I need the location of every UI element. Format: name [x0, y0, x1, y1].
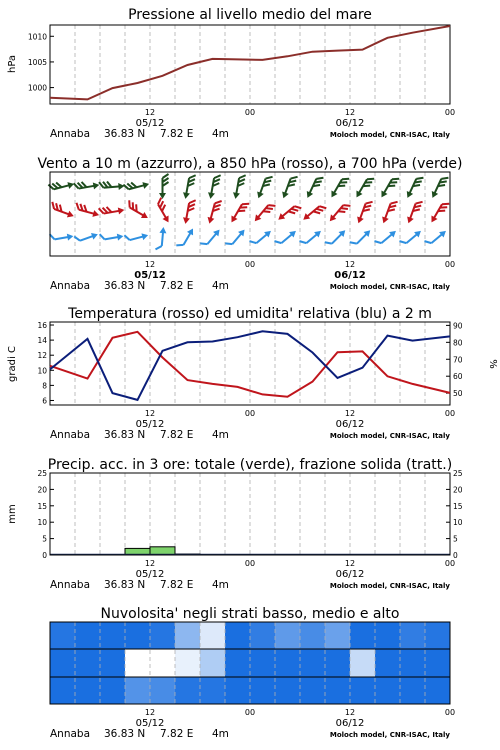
wind-panel	[37, 156, 462, 292]
wind-barb-feather	[274, 239, 281, 246]
cloud-cell	[100, 622, 126, 649]
wind-barb-feather	[416, 200, 423, 206]
wind-barb-feather	[242, 201, 249, 207]
wind-barb	[355, 199, 372, 226]
y2-tick-label: 10	[453, 518, 463, 528]
cloud-cell	[425, 649, 451, 677]
wind-barb	[176, 225, 196, 250]
wind-barb	[378, 174, 399, 200]
wind-barb-head	[328, 190, 337, 199]
temperature-title: Temperatura (rosso) ed umidita' relativa (blu) a 2 m	[68, 306, 432, 322]
wind-barb-feather	[75, 203, 80, 210]
station-name: Annaba	[50, 579, 91, 591]
cloud-cell	[250, 622, 276, 649]
y2-tick-label: 70	[453, 355, 463, 365]
cloud-panel	[50, 606, 455, 740]
station-name: Annaba	[50, 728, 91, 740]
y-tick-label: 1005	[27, 57, 47, 67]
y-tick-label: 25	[37, 469, 47, 478]
x-tick-label: 12	[344, 559, 356, 568]
wind-barb-feather	[316, 175, 323, 181]
wind-barb-head	[91, 231, 99, 240]
wind-barb-feather	[50, 202, 56, 209]
station-elevation: 4m	[212, 728, 229, 740]
model-credit: Moloch model, CNR-ISAC, Italy	[329, 731, 450, 739]
y2-tick-label: 60	[453, 372, 463, 382]
x-date-label: 06/12	[335, 569, 365, 580]
x-tick-label: 12	[144, 708, 156, 717]
y-tick-label: 16	[37, 321, 47, 331]
wind-barb	[429, 174, 448, 201]
cloud-cell	[250, 649, 276, 677]
wind-barb	[74, 179, 100, 193]
model-credit: Moloch model, CNR-ISAC, Italy	[329, 432, 450, 440]
wind-barb-feather	[416, 175, 423, 181]
cloud-cell	[50, 622, 76, 649]
wind-barb-feather	[392, 176, 399, 182]
wind-barb	[124, 229, 149, 244]
wind-barb-feather	[215, 199, 222, 204]
cloud-cell	[325, 622, 351, 649]
wind-barb	[350, 226, 373, 249]
wind-barb-feather	[239, 174, 246, 179]
wind-barb	[124, 200, 150, 221]
wind-barb	[99, 204, 125, 218]
x-tick-label: 00	[444, 108, 456, 117]
station-elevation: 4m	[212, 579, 229, 591]
x-date-label: 05/12	[135, 718, 165, 729]
station-name: Annaba	[50, 128, 91, 140]
wind-barb-head	[207, 192, 215, 199]
wind-barb-head	[404, 191, 413, 199]
wind-barb	[353, 174, 374, 200]
pressure-panel	[7, 7, 455, 140]
wind-barb	[182, 199, 196, 225]
y-tick-label: 20	[37, 485, 47, 495]
wind-barb-feather	[249, 239, 256, 246]
x-tick-label: 12	[144, 108, 156, 117]
wind-barb-feather	[424, 239, 431, 246]
cloud-cell	[400, 677, 426, 704]
x-date-label: 05/12	[135, 569, 165, 580]
wind-barb	[399, 226, 423, 248]
model-credit: Moloch model, CNR-ISAC, Italy	[329, 283, 450, 291]
cloud-cell	[325, 649, 351, 677]
y2-tick-label: 50	[453, 389, 463, 399]
x-tick-label: 00	[244, 260, 256, 269]
wind-barb-head	[141, 212, 150, 221]
station-longitude: 7.82 E	[160, 579, 194, 591]
wind-barb-feather	[176, 242, 183, 248]
wind-barb-head	[118, 206, 125, 214]
wind-barb-head	[304, 191, 313, 199]
cloud-cell	[50, 649, 76, 677]
wind-barb-feather	[189, 199, 196, 204]
cloud-cell	[275, 649, 301, 677]
x-tick-label: 12	[144, 559, 156, 568]
wind-barb	[159, 174, 169, 199]
station-latitude: 36.83 N	[104, 429, 146, 441]
wind-barb	[299, 226, 323, 248]
station-elevation: 4m	[212, 429, 229, 441]
wind-barb	[404, 174, 423, 201]
y2-tick-label: 80	[453, 338, 463, 348]
station-elevation: 4m	[212, 280, 229, 292]
wind-barb-feather	[374, 239, 381, 246]
station-latitude: 36.83 N	[104, 579, 146, 591]
station-name: Annaba	[50, 280, 91, 292]
cloud-cell	[225, 622, 251, 649]
wind-barb-head	[255, 191, 264, 199]
cloud-cell	[375, 649, 401, 677]
model-credit: Moloch model, CNR-ISAC, Italy	[329, 582, 450, 590]
x-tick-label: 12	[344, 708, 356, 717]
x-date-label: 06/12	[335, 718, 365, 729]
cloud-cell	[300, 622, 326, 649]
wind-barb-feather	[325, 239, 332, 246]
wind-barb-feather	[342, 176, 349, 182]
wind-barb	[274, 226, 298, 248]
wind-barb-head	[117, 233, 124, 241]
wind-barb-feather	[266, 175, 273, 181]
x-tick-label: 00	[444, 260, 456, 269]
precip-title: Precip. acc. in 3 ore: totale (verde), frazione solida (tratt.)	[47, 457, 453, 473]
pressure-title: Pressione al livello medio del mare	[128, 7, 372, 23]
wind-barb-feather	[366, 200, 373, 206]
wind-barb-head	[142, 181, 150, 189]
cloud-cell	[350, 649, 376, 677]
wind-barb	[405, 199, 422, 226]
station-latitude: 36.83 N	[104, 728, 146, 740]
y-tick-label: 12	[37, 351, 47, 361]
x-tick-label: 00	[244, 708, 256, 717]
cloud-cell	[100, 677, 126, 704]
cloud-cell	[375, 677, 401, 704]
wind-barb	[155, 227, 166, 251]
precip-frame	[50, 473, 450, 555]
y-tick-label: 10	[37, 518, 47, 528]
wind-barb	[255, 174, 272, 201]
station-latitude: 36.83 N	[104, 128, 146, 140]
wind-barb	[206, 199, 222, 226]
station-elevation: 4m	[212, 128, 229, 140]
humidity-ylabel: %	[487, 359, 498, 369]
wind-barb	[99, 180, 125, 192]
wind-barb-head	[162, 215, 171, 224]
wind-barb-head	[428, 215, 437, 224]
station-name: Annaba	[50, 429, 91, 441]
cloud-cell	[400, 622, 426, 649]
wind-barb-head	[378, 190, 387, 199]
cloud-cell	[225, 677, 251, 704]
cloud-cell	[175, 677, 201, 704]
cloud-cell	[100, 649, 126, 677]
x-tick-label: 00	[244, 108, 256, 117]
wind-barb-feather	[291, 175, 298, 181]
wind-barb-head	[182, 192, 190, 199]
x-tick-label: 00	[444, 409, 456, 418]
wind-title: Vento a 10 m (azzurro), a 850 hPa (rosso), a 700 hPa (verde)	[37, 156, 463, 172]
wind-barb	[249, 226, 273, 248]
cloud-cell	[225, 649, 251, 677]
cloud-cell	[150, 649, 176, 677]
wind-barb	[74, 203, 101, 219]
wind-barb-feather	[367, 176, 374, 182]
y-tick-label: 8	[42, 381, 47, 391]
wind-barb-head	[206, 217, 214, 225]
pressure-ylabel: hPa	[7, 54, 18, 74]
wind-barb	[123, 178, 150, 194]
cloud-cell	[175, 649, 201, 677]
wind-barb-feather	[126, 200, 132, 207]
cloud-cell	[425, 677, 451, 704]
wind-barb	[49, 202, 76, 219]
wind-barb	[325, 226, 348, 249]
wind-barb-head	[92, 210, 100, 218]
x-date-label: 05/12	[134, 270, 166, 281]
wind-barb	[225, 226, 247, 250]
wind-barb	[327, 200, 350, 225]
y2-tick-label: 25	[453, 469, 463, 478]
cloud-cell	[300, 677, 326, 704]
wind-barb	[374, 226, 398, 248]
cloud-cell	[300, 649, 326, 677]
y-tick-label: 0	[42, 551, 47, 560]
cloud-cell	[200, 622, 226, 649]
wind-barb-feather	[391, 200, 398, 206]
wind-barb-feather	[155, 245, 161, 250]
y-tick-label: 14	[37, 336, 47, 346]
wind-barb	[301, 201, 326, 224]
wind-barb-head	[353, 190, 362, 199]
station-latitude: 36.83 N	[104, 280, 146, 292]
y-tick-label: 5	[42, 534, 47, 544]
wind-barb	[380, 199, 397, 226]
wind-barb	[424, 226, 448, 248]
wind-barb-head	[67, 211, 75, 220]
wind-barb-head	[429, 191, 438, 199]
wind-barb	[280, 174, 297, 201]
cloud-cell	[50, 677, 76, 704]
x-date-label: 06/12	[334, 270, 366, 281]
cloud-cell	[75, 677, 101, 704]
x-tick-label: 12	[344, 108, 356, 117]
wind-barb	[74, 229, 99, 246]
x-date-label: 05/12	[135, 419, 165, 430]
cloud-cell	[375, 622, 401, 649]
cloud-cell	[275, 622, 301, 649]
y2-tick-label: 5	[453, 534, 458, 544]
x-tick-label: 00	[244, 409, 256, 418]
wind-barb-head	[67, 233, 74, 241]
x-tick-label: 12	[344, 260, 356, 269]
wind-barb	[228, 199, 249, 225]
wind-barb-head	[405, 216, 414, 224]
wind-barb-head	[182, 217, 190, 224]
y-tick-label: 1010	[27, 32, 47, 42]
x-tick-label: 00	[444, 559, 456, 568]
station-longitude: 7.82 E	[160, 128, 194, 140]
wind-barb-head	[355, 216, 364, 224]
y2-tick-label: 15	[453, 501, 463, 511]
y2-tick-label: 0	[453, 551, 458, 560]
cloud-cell	[275, 677, 301, 704]
cloud-cell	[75, 622, 101, 649]
x-tick-label: 12	[144, 260, 156, 269]
wind-barb	[328, 174, 349, 200]
wind-barb	[428, 199, 449, 225]
wind-barb-head	[380, 216, 389, 224]
x-tick-label: 12	[344, 409, 356, 418]
temperature-ylabel: gradi C	[7, 346, 18, 382]
wind-barb-head	[187, 227, 196, 236]
cloud-cell	[125, 649, 151, 677]
cloud-cell	[250, 677, 276, 704]
station-longitude: 7.82 E	[160, 429, 194, 441]
wind-barb-feather	[225, 240, 232, 247]
wind-barb	[252, 200, 275, 225]
x-tick-label: 00	[444, 708, 456, 717]
x-date-label: 05/12	[135, 118, 165, 129]
y-tick-label: 6	[42, 396, 47, 406]
cloud-cell	[175, 622, 201, 649]
cloud-cell	[150, 677, 176, 704]
wind-barb	[182, 174, 196, 200]
wind-barb	[48, 178, 75, 194]
precip-ylabel: mm	[7, 504, 18, 524]
wind-barb-head	[228, 215, 237, 224]
wind-barb	[153, 198, 174, 224]
cloud-cell	[125, 677, 151, 704]
wind-barb	[276, 201, 301, 224]
wind-barb	[50, 230, 74, 243]
wind-barb	[304, 174, 323, 201]
cloud-cell	[425, 622, 451, 649]
cloud-cell	[350, 677, 376, 704]
wind-barb	[232, 174, 246, 200]
y-tick-label: 1000	[27, 83, 47, 93]
wind-barb	[100, 230, 124, 243]
cloud-cell	[200, 649, 226, 677]
wind-barb-feather	[200, 240, 207, 247]
x-date-label: 06/12	[335, 118, 365, 129]
y-tick-label: 15	[37, 501, 47, 511]
wind-barb-head	[280, 191, 289, 199]
cloud-cell	[75, 649, 101, 677]
wind-barb-feather	[214, 174, 221, 179]
wind-barb	[200, 226, 222, 250]
cloud-cell	[200, 677, 226, 704]
wind-barb-feather	[441, 175, 448, 181]
wind-barb-feather	[350, 239, 357, 246]
y-tick-label: 10	[37, 366, 47, 376]
station-longitude: 7.82 E	[160, 728, 194, 740]
wind-barb-feather	[299, 239, 306, 246]
y2-tick-label: 90	[453, 321, 463, 331]
y2-tick-label: 20	[453, 485, 463, 495]
wind-barb-feather	[442, 201, 449, 207]
wind-barb-feather	[399, 239, 406, 246]
temperature-panel	[7, 306, 498, 441]
x-tick-label: 00	[244, 559, 256, 568]
precip-panel	[7, 457, 463, 591]
cloud-cell	[150, 622, 176, 649]
wind-barb-feather	[189, 174, 196, 179]
station-longitude: 7.82 E	[160, 280, 194, 292]
cloud-cell	[125, 622, 151, 649]
cloud-cell	[325, 677, 351, 704]
wind-barb-head	[232, 192, 240, 199]
x-tick-label: 12	[144, 409, 156, 418]
x-date-label: 06/12	[335, 419, 365, 430]
model-credit: Moloch model, CNR-ISAC, Italy	[329, 131, 450, 139]
cloud-cell	[350, 622, 376, 649]
wind-barb	[207, 174, 221, 200]
wind-barb-head	[159, 227, 166, 234]
cloud-title: Nuvolosita' negli strati basso, medio e alto	[100, 606, 400, 622]
cloud-cell	[400, 649, 426, 677]
wind-barb-head	[141, 232, 149, 240]
